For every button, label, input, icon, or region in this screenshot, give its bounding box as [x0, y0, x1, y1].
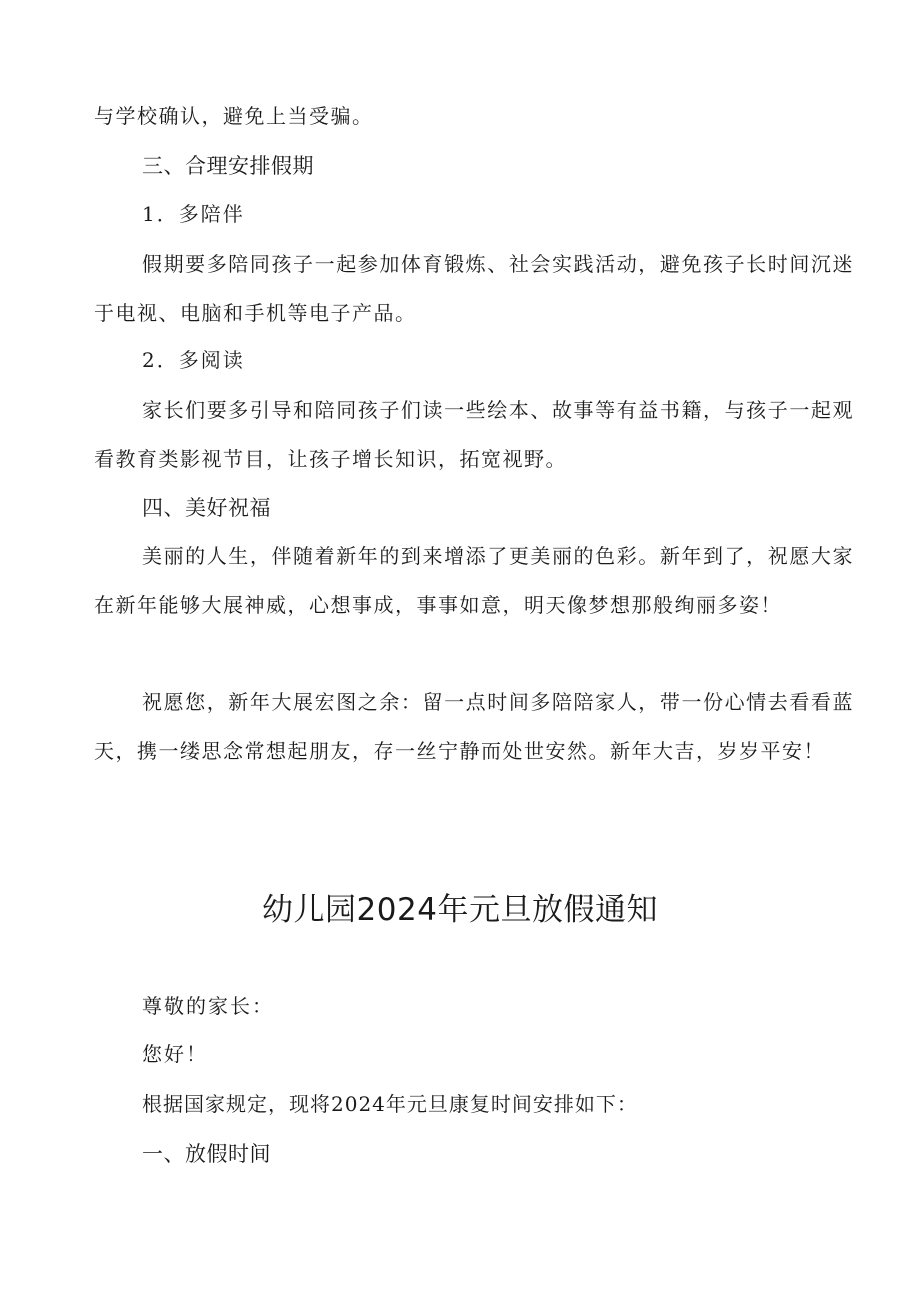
section3-item2-title: 2．多阅读: [142, 348, 245, 372]
section4-heading: 四、美好祝福: [142, 496, 271, 520]
notice-intro: 根据国家规定，现将2024年元旦康复时间安排如下：: [142, 1092, 638, 1116]
notice-title: 幼儿园2024年元旦放假通知: [262, 892, 658, 928]
section4-paragraph-1: 美丽的人生，伴随着新年的到来增添了更美丽的色彩。新年到了，祝愿大家在新年能够大展神威，心想事成，事事如意，明天像梦想那般绚丽多姿！: [94, 544, 854, 617]
section3-item1-title: 1．多陪伴: [142, 202, 245, 226]
section3-item2-paragraph: 家长们要多引导和陪同孩子们读一些绘本、故事等有益书籍，与孩子一起观看教育类影视节目，让孩子增长知识，拓宽视野。: [94, 398, 854, 471]
notice-greeting: 您好！: [142, 1042, 208, 1066]
notice-salutation: 尊敬的家长：: [142, 994, 274, 1018]
section3-item1-paragraph: 假期要多陪同孩子一起参加体育锻炼、社会实践活动，避免孩子长时间沉迷于电视、电脑和手机等电子产品。: [94, 252, 854, 325]
section3-heading: 三、合理安排假期: [142, 154, 314, 178]
carryover-paragraph: 与学校确认，避免上当受骗。: [94, 104, 374, 128]
notice-section1-heading: 一、放假时间: [142, 1142, 271, 1166]
section4-paragraph-2: 祝愿您，新年大展宏图之余：留一点时间多陪陪家人，带一份心情去看看蓝天，携一缕思念常想起朋友，存一丝宁静而处世安然。新年大吉，岁岁平安！: [94, 690, 854, 763]
